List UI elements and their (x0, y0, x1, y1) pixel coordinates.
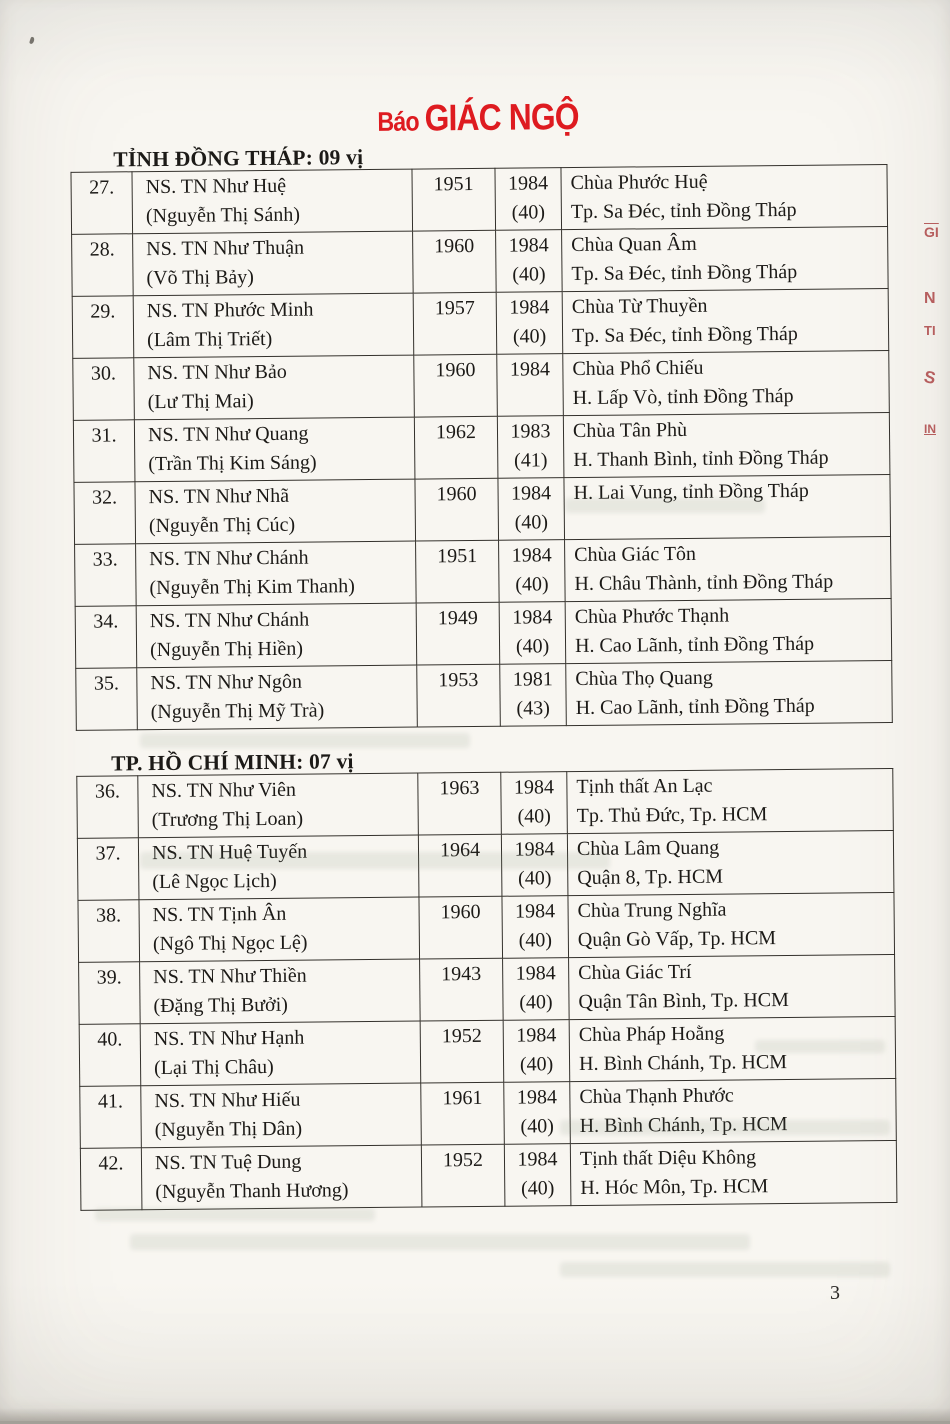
cell-temple-location: Tịnh thất Diệu Không H. Hóc Môn, Tp. HCM (570, 1140, 897, 1205)
cell-ordination-year: 1984 (40) (495, 168, 562, 231)
cell-ordination-year: 1981 (43) (500, 664, 567, 727)
logo-prefix: Báo (377, 106, 419, 137)
cell-number: 28. (72, 234, 134, 297)
newspaper-logo (70, 93, 886, 143)
cell-temple-location: Chùa Thọ Quang H. Cao Lãnh, tỉnh Đồng Tháp (566, 661, 893, 726)
cell-temple-location: Chùa Giác Tôn H. Châu Thành, tỉnh Đồng Tháp (565, 537, 892, 602)
table-row (73, 413, 890, 483)
cell-temple-location: Chùa Phổ Chiếu H. Lấp Vò, tỉnh Đồng Tháp (563, 351, 890, 416)
cell-ordination-year: 1984 (40) (501, 772, 568, 835)
page-number: 3 (830, 1282, 840, 1304)
newspaper-logo-text (377, 96, 579, 140)
edge-mark: N (924, 290, 936, 307)
cell-name: NS. TN Như Hạnh (Lại Thị Châu) (140, 1021, 421, 1086)
roster-table (76, 768, 897, 1211)
cell-birth-year: 1962 (414, 416, 498, 479)
cell-number: 40. (79, 1024, 141, 1087)
table-row (73, 351, 890, 421)
cell-birth-year: 1943 (420, 958, 504, 1021)
cell-temple-location: Chùa Phước Huệ Tp. Sa Đéc, tỉnh Đồng Tháp (561, 165, 888, 230)
cell-ordination-year: 1984 (40) (503, 958, 570, 1021)
cell-temple-location: Chùa Phước Thạnh H. Cao Lãnh, tỉnh Đồng Tháp (565, 599, 892, 664)
cell-name: NS. TN Tịnh Ân (Ngô Thị Ngọc Lệ) (139, 897, 420, 962)
cell-name: NS. TN Như Ngôn (Nguyễn Thị Mỹ Trà) (137, 665, 418, 730)
cell-temple-location: Chùa Tân Phù H. Thanh Bình, tỉnh Đồng Tháp (563, 413, 890, 478)
cell-birth-year: 1952 (421, 1144, 505, 1207)
cell-number: 32. (74, 482, 136, 545)
cell-name: NS. TN Như Bảo (Lư Thị Mai) (134, 355, 415, 420)
cell-birth-year: 1961 (421, 1082, 505, 1145)
section-title: TP. HỒ CHÍ MINH: 07 vị (111, 749, 354, 776)
cell-ordination-year: 1984 (40) (504, 1144, 571, 1207)
table-row (77, 768, 894, 838)
cell-name: NS. TN Như Huệ (Nguyễn Thị Sánh) (132, 169, 413, 234)
cell-number: 35. (76, 668, 138, 731)
table-row (76, 661, 893, 731)
cell-birth-year: 1960 (415, 478, 499, 541)
cell-number: 42. (80, 1148, 142, 1211)
cell-temple-location: Chùa Trung Nghĩa Quận Gò Vấp, Tp. HCM (568, 892, 895, 957)
table-row (79, 1016, 896, 1086)
table-row (75, 599, 892, 669)
cell-ordination-year: 1984 (40) (499, 602, 566, 665)
cell-ordination-year: 1984 (40) (496, 230, 563, 293)
roster-sections (0, 140, 950, 1211)
cell-number: 27. (71, 172, 133, 235)
cell-name: NS. TN Như Viên (Trương Thị Loan) (138, 773, 419, 838)
table-row (71, 165, 888, 235)
cell-ordination-year: 1983 (41) (497, 416, 564, 479)
cell-temple-location: H. Lai Vung, tỉnh Đồng Tháp (564, 475, 891, 540)
section-title: TỈNH ĐỒNG THÁP: 09 vị (113, 145, 364, 172)
cell-temple-location: Chùa Thạnh Phước H. Bình Chánh, Tp. HCM (570, 1078, 897, 1143)
table-row (79, 954, 896, 1024)
cell-number: 30. (73, 358, 135, 421)
cell-temple-location: Tịnh thất An Lạc Tp. Thủ Đức, Tp. HCM (567, 768, 894, 833)
cell-birth-year: 1964 (418, 834, 502, 897)
roster-table (70, 164, 892, 731)
cell-ordination-year: 1984 (40) (499, 540, 566, 603)
cell-name: NS. TN Như Hiếu (Nguyễn Thị Dân) (141, 1083, 422, 1148)
cell-birth-year: 1963 (418, 772, 502, 835)
cell-birth-year: 1951 (416, 540, 500, 603)
cell-temple-location: Chùa Quan Âm Tp. Sa Đéc, tỉnh Đồng Tháp (562, 227, 889, 292)
cell-number: 31. (73, 420, 135, 483)
cell-ordination-year: 1984 (40) (498, 478, 565, 541)
cell-number: 41. (80, 1086, 142, 1149)
cell-temple-location: Chùa Từ Thuyền Tp. Sa Đéc, tỉnh Đồng Tháp (562, 289, 889, 354)
table-row (80, 1140, 897, 1210)
table-row (72, 289, 889, 359)
cell-number: 34. (75, 606, 137, 669)
table-row (78, 892, 895, 962)
edge-mark: TI (924, 323, 936, 338)
edge-mark: IN (924, 422, 936, 436)
cell-ordination-year: 1984 (40) (503, 1020, 570, 1083)
cell-ordination-year: 1984 (40) (504, 1082, 571, 1145)
cell-birth-year: 1960 (419, 896, 503, 959)
table-row (72, 227, 889, 297)
cell-ordination-year: 1984 (40) (501, 834, 568, 897)
cell-ordination-year: 1984 (497, 354, 564, 417)
cell-number: 37. (77, 838, 139, 901)
cell-number: 38. (78, 900, 140, 963)
cell-number: 33. (75, 544, 137, 607)
cell-name: NS. TN Phước Minh (Lâm Thị Triết) (133, 293, 414, 358)
cell-birth-year: 1949 (416, 602, 500, 665)
cell-name: NS. TN Như Chánh (Nguyễn Thị Hiền) (136, 603, 417, 668)
paper-bottom-edge (0, 1408, 950, 1424)
cell-temple-location: Chùa Giác Trí Quận Tân Bình, Tp. HCM (569, 954, 896, 1019)
cell-birth-year: 1951 (412, 168, 496, 231)
cell-birth-year: 1960 (413, 230, 497, 293)
logo-name: GIÁC NGỘ (424, 95, 579, 139)
cell-birth-year: 1957 (413, 292, 497, 355)
cell-birth-year: 1953 (417, 664, 501, 727)
table-row (77, 830, 894, 900)
cell-name: NS. TN Như Chánh (Nguyễn Thị Kim Thanh) (136, 541, 417, 606)
edge-mark: S (922, 367, 938, 388)
cell-ordination-year: 1984 (40) (502, 896, 569, 959)
cell-temple-location: Chùa Pháp Hoằng H. Bình Chánh, Tp. HCM (569, 1016, 896, 1081)
cell-number: 29. (72, 296, 134, 359)
table-row (75, 537, 892, 607)
table-row (80, 1078, 897, 1148)
table-row (74, 475, 891, 545)
cell-number: 39. (79, 962, 141, 1025)
cell-name: NS. TN Như Thiền (Đặng Thị Bưởi) (140, 959, 421, 1024)
edge-mark: $\overline{GI}$ (924, 224, 939, 240)
cell-name: NS. TN Như Thuận (Võ Thị Bảy) (133, 231, 414, 296)
cell-name: NS. TN Như Quang (Trần Thị Kim Sáng) (134, 417, 415, 482)
cell-name: NS. TN Huệ Tuyến (Lê Ngọc Lịch) (138, 835, 419, 900)
cell-temple-location: Chùa Lâm Quang Quận 8, Tp. HCM (567, 830, 894, 895)
cell-name: NS. TN Như Nhã (Nguyễn Thị Cúc) (135, 479, 416, 544)
cell-birth-year: 1960 (414, 354, 498, 417)
cell-name: NS. TN Tuệ Dung (Nguyễn Thanh Hương) (141, 1145, 422, 1210)
cell-number: 36. (77, 776, 139, 839)
cell-birth-year: 1952 (420, 1020, 504, 1083)
cell-ordination-year: 1984 (40) (496, 292, 563, 355)
